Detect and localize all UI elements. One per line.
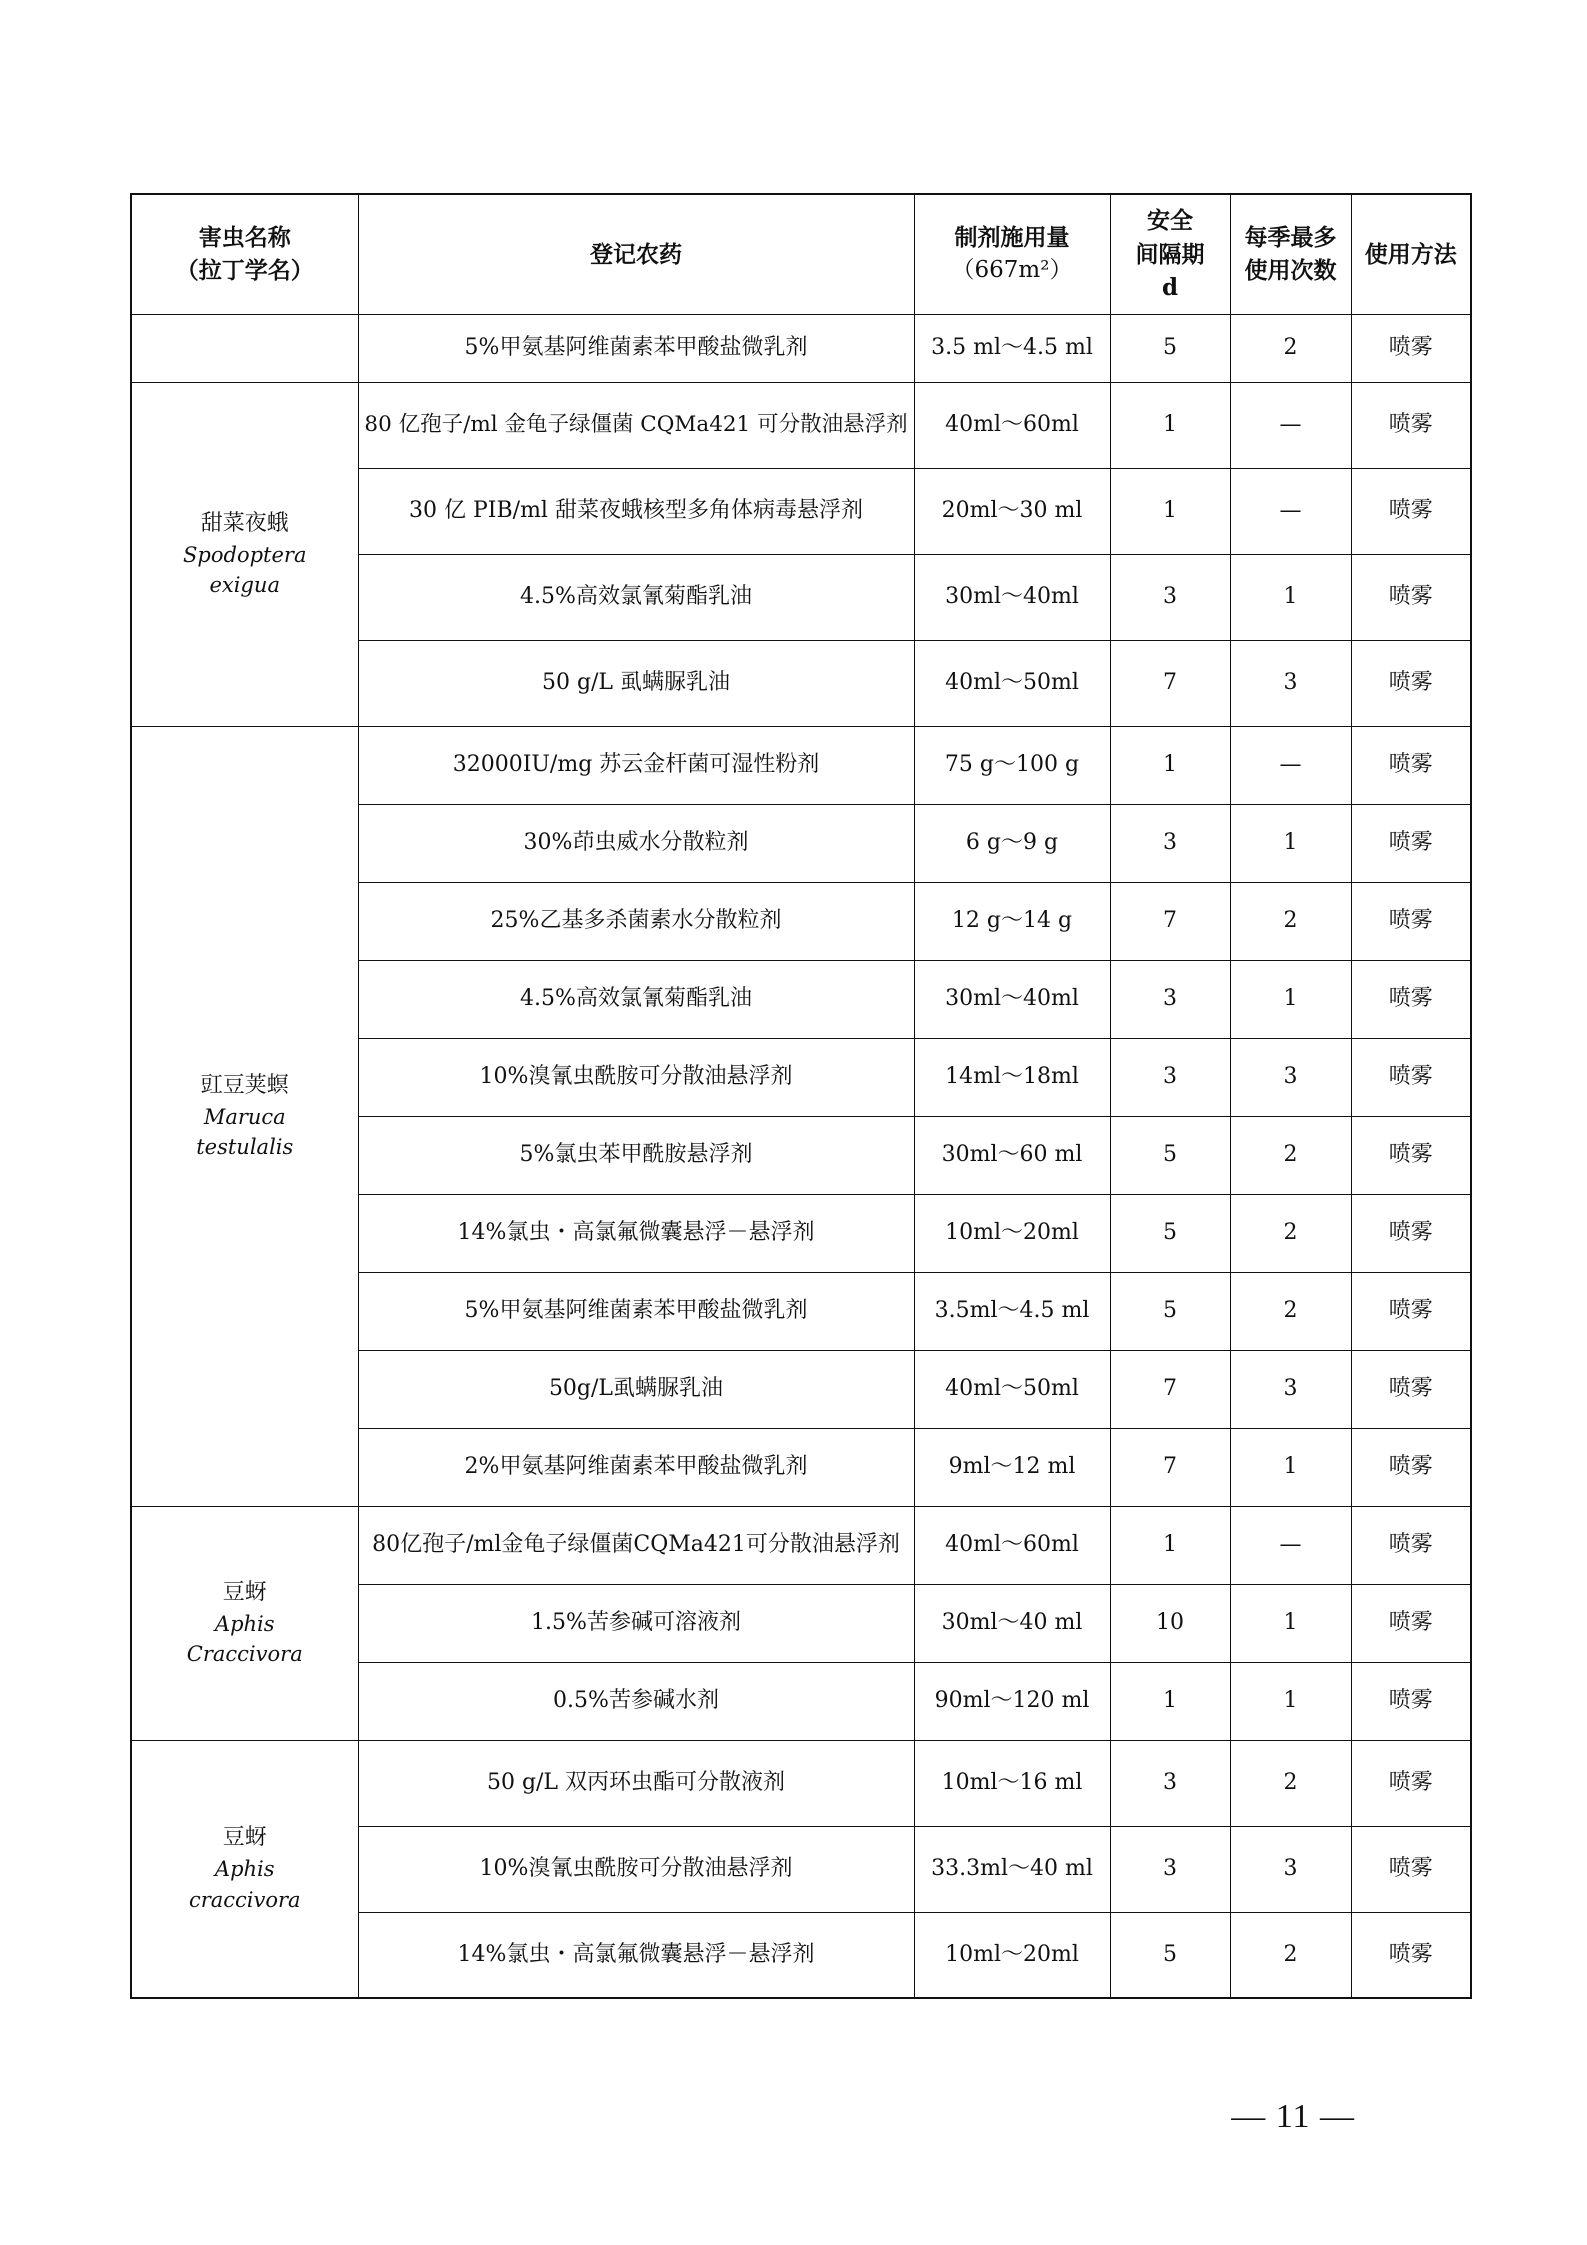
application-method: 喷雾	[1351, 804, 1471, 882]
table-body	[131, 314, 1471, 1998]
table-header-row	[131, 194, 1471, 314]
max-uses: 3	[1230, 1350, 1351, 1428]
dosage-value: 40ml～60ml	[914, 1506, 1110, 1584]
dosage-value: 75 g～100 g	[914, 726, 1110, 804]
header-max-uses: 每季最多 使用次数	[1230, 194, 1351, 314]
safety-interval: 3	[1110, 960, 1230, 1038]
application-method: 喷雾	[1351, 1584, 1471, 1662]
safety-interval: 1	[1110, 468, 1230, 554]
max-uses: 1	[1230, 1584, 1351, 1662]
safety-interval: 7	[1110, 640, 1230, 726]
dosage-value: 40ml～50ml	[914, 640, 1110, 726]
safety-interval: 3	[1110, 1826, 1230, 1912]
pesticide-name: 80亿孢子/ml金龟子绿僵菌CQMa421可分散油悬浮剂	[358, 1506, 914, 1584]
pesticide-name: 32000IU/mg 苏云金杆菌可湿性粉剂	[358, 726, 914, 804]
application-method: 喷雾	[1351, 1194, 1471, 1272]
pesticide-name: 50 g/L 虱螨脲乳油	[358, 640, 914, 726]
pest-name-cell	[131, 382, 358, 726]
application-method: 喷雾	[1351, 468, 1471, 554]
application-method: 喷雾	[1351, 1506, 1471, 1584]
dosage-value: 12 g～14 g	[914, 882, 1110, 960]
pest-latin-name: exigua	[209, 572, 280, 597]
safety-interval: 7	[1110, 882, 1230, 960]
application-method: 喷雾	[1351, 960, 1471, 1038]
safety-interval: 1	[1110, 382, 1230, 468]
safety-interval: 3	[1110, 804, 1230, 882]
pesticide-name: 80 亿孢子/ml 金龟子绿僵菌 CQMa421 可分散油悬浮剂	[358, 382, 914, 468]
max-uses: 2	[1230, 882, 1351, 960]
safety-interval: 5	[1110, 314, 1230, 382]
pest-latin-name: testulalis	[196, 1134, 294, 1159]
dosage-value: 33.3ml～40 ml	[914, 1826, 1110, 1912]
application-method: 喷雾	[1351, 1912, 1471, 1998]
application-method: 喷雾	[1351, 382, 1471, 468]
dosage-value: 3.5ml～4.5 ml	[914, 1272, 1110, 1350]
dosage-value: 10ml～16 ml	[914, 1740, 1110, 1826]
application-method: 喷雾	[1351, 640, 1471, 726]
table-row	[131, 314, 1471, 382]
safety-interval: 7	[1110, 1350, 1230, 1428]
pest-chinese-name: 豇豆荚螟	[200, 1072, 289, 1098]
pesticide-registration-table	[130, 193, 1472, 1999]
max-uses: 2	[1230, 1116, 1351, 1194]
dosage-value: 3.5 ml～4.5 ml	[914, 314, 1110, 382]
application-method: 喷雾	[1351, 726, 1471, 804]
safety-interval: 1	[1110, 1506, 1230, 1584]
dosage-value: 40ml～60ml	[914, 382, 1110, 468]
pest-chinese-name: 豆蚜	[222, 1579, 267, 1605]
dosage-value: 10ml～20ml	[914, 1194, 1110, 1272]
pesticide-name: 10%溴氰虫酰胺可分散油悬浮剂	[358, 1826, 914, 1912]
pest-latin-name: Craccivora	[186, 1641, 303, 1666]
pesticide-name: 0.5%苦参碱水剂	[358, 1662, 914, 1740]
safety-interval: 1	[1110, 1662, 1230, 1740]
pesticide-name: 30 亿 PIB/ml 甜菜夜蛾核型多角体病毒悬浮剂	[358, 468, 914, 554]
max-uses: 1	[1230, 1662, 1351, 1740]
pesticide-name: 25%乙基多杀菌素水分散粒剂	[358, 882, 914, 960]
pest-chinese-name: 甜菜夜蛾	[200, 510, 289, 536]
dosage-value: 30ml～40 ml	[914, 1584, 1110, 1662]
max-uses: 2	[1230, 1912, 1351, 1998]
pesticide-name: 5%甲氨基阿维菌素苯甲酸盐微乳剂	[358, 1272, 914, 1350]
table-row	[131, 1506, 1471, 1584]
pest-name-cell	[131, 726, 358, 1506]
max-uses: 3	[1230, 1038, 1351, 1116]
max-uses: 2	[1230, 1740, 1351, 1826]
dosage-value: 30ml～60 ml	[914, 1116, 1110, 1194]
application-method: 喷雾	[1351, 1826, 1471, 1912]
pest-latin-name: Aphis	[214, 1611, 275, 1636]
max-uses: 2	[1230, 1194, 1351, 1272]
pesticide-name: 2%甲氨基阿维菌素苯甲酸盐微乳剂	[358, 1428, 914, 1506]
page-number: — 11 —	[1231, 2098, 1355, 2135]
safety-interval: 7	[1110, 1428, 1230, 1506]
max-uses: 3	[1230, 1826, 1351, 1912]
pest-latin-name: Aphis	[214, 1857, 275, 1882]
application-method: 喷雾	[1351, 1740, 1471, 1826]
application-method: 喷雾	[1351, 882, 1471, 960]
dosage-value: 20ml～30 ml	[914, 468, 1110, 554]
safety-interval: 5	[1110, 1194, 1230, 1272]
application-method: 喷雾	[1351, 1038, 1471, 1116]
max-uses: —	[1230, 468, 1351, 554]
safety-interval: 3	[1110, 1740, 1230, 1826]
safety-interval: 10	[1110, 1584, 1230, 1662]
header-pest: 害虫名称 （拉丁学名）	[131, 194, 358, 314]
pesticide-name: 14%氯虫・高氯氟微囊悬浮－悬浮剂	[358, 1912, 914, 1998]
dosage-value: 14ml～18ml	[914, 1038, 1110, 1116]
max-uses: 3	[1230, 640, 1351, 726]
safety-interval: 5	[1110, 1912, 1230, 1998]
header-pesticide: 登记农药	[358, 194, 914, 314]
max-uses: 2	[1230, 1272, 1351, 1350]
table-row	[131, 1740, 1471, 1826]
pesticide-name: 14%氯虫・高氯氟微囊悬浮－悬浮剂	[358, 1194, 914, 1272]
max-uses: 2	[1230, 314, 1351, 382]
max-uses: 1	[1230, 1428, 1351, 1506]
dosage-value: 10ml～20ml	[914, 1912, 1110, 1998]
max-uses: 1	[1230, 554, 1351, 640]
application-method: 喷雾	[1351, 1662, 1471, 1740]
pesticide-name: 5%甲氨基阿维菌素苯甲酸盐微乳剂	[358, 314, 914, 382]
application-method: 喷雾	[1351, 554, 1471, 640]
safety-interval: 1	[1110, 726, 1230, 804]
pesticide-name: 5%氯虫苯甲酰胺悬浮剂	[358, 1116, 914, 1194]
header-method: 使用方法	[1351, 194, 1471, 314]
table-row	[131, 382, 1471, 468]
max-uses: —	[1230, 726, 1351, 804]
max-uses: 1	[1230, 960, 1351, 1038]
safety-interval: 5	[1110, 1116, 1230, 1194]
pest-chinese-name: 豆蚜	[222, 1825, 267, 1851]
dosage-value: 90ml～120 ml	[914, 1662, 1110, 1740]
pesticide-name: 50 g/L 双丙环虫酯可分散液剂	[358, 1740, 914, 1826]
table-row	[131, 726, 1471, 804]
pest-name-cell	[131, 1740, 358, 1998]
max-uses: —	[1230, 382, 1351, 468]
pest-name-cell	[131, 314, 358, 382]
safety-interval: 3	[1110, 1038, 1230, 1116]
dosage-value: 9ml～12 ml	[914, 1428, 1110, 1506]
pest-name-cell	[131, 1506, 358, 1740]
header-dosage: 制剂施用量 （667m²）	[914, 194, 1110, 314]
pesticide-name: 10%溴氰虫酰胺可分散油悬浮剂	[358, 1038, 914, 1116]
safety-interval: 5	[1110, 1272, 1230, 1350]
safety-interval: 3	[1110, 554, 1230, 640]
pest-latin-name: Spodoptera	[183, 542, 307, 567]
pesticide-name: 1.5%苦参碱可溶液剂	[358, 1584, 914, 1662]
dosage-value: 6 g～9 g	[914, 804, 1110, 882]
pest-latin-name: Maruca	[203, 1104, 286, 1129]
application-method: 喷雾	[1351, 314, 1471, 382]
application-method: 喷雾	[1351, 1116, 1471, 1194]
dosage-value: 30ml～40ml	[914, 554, 1110, 640]
header-interval: 安全 间隔期 d	[1110, 194, 1230, 314]
application-method: 喷雾	[1351, 1350, 1471, 1428]
dosage-value: 30ml～40ml	[914, 960, 1110, 1038]
pesticide-name: 4.5%高效氯氰菊酯乳油	[358, 960, 914, 1038]
pesticide-name: 4.5%高效氯氰菊酯乳油	[358, 554, 914, 640]
application-method: 喷雾	[1351, 1428, 1471, 1506]
pesticide-name: 50g/L虱螨脲乳油	[358, 1350, 914, 1428]
max-uses: —	[1230, 1506, 1351, 1584]
max-uses: 1	[1230, 804, 1351, 882]
pesticide-name: 30%茚虫威水分散粒剂	[358, 804, 914, 882]
dosage-value: 40ml～50ml	[914, 1350, 1110, 1428]
pest-latin-name: craccivora	[188, 1887, 301, 1912]
application-method: 喷雾	[1351, 1272, 1471, 1350]
